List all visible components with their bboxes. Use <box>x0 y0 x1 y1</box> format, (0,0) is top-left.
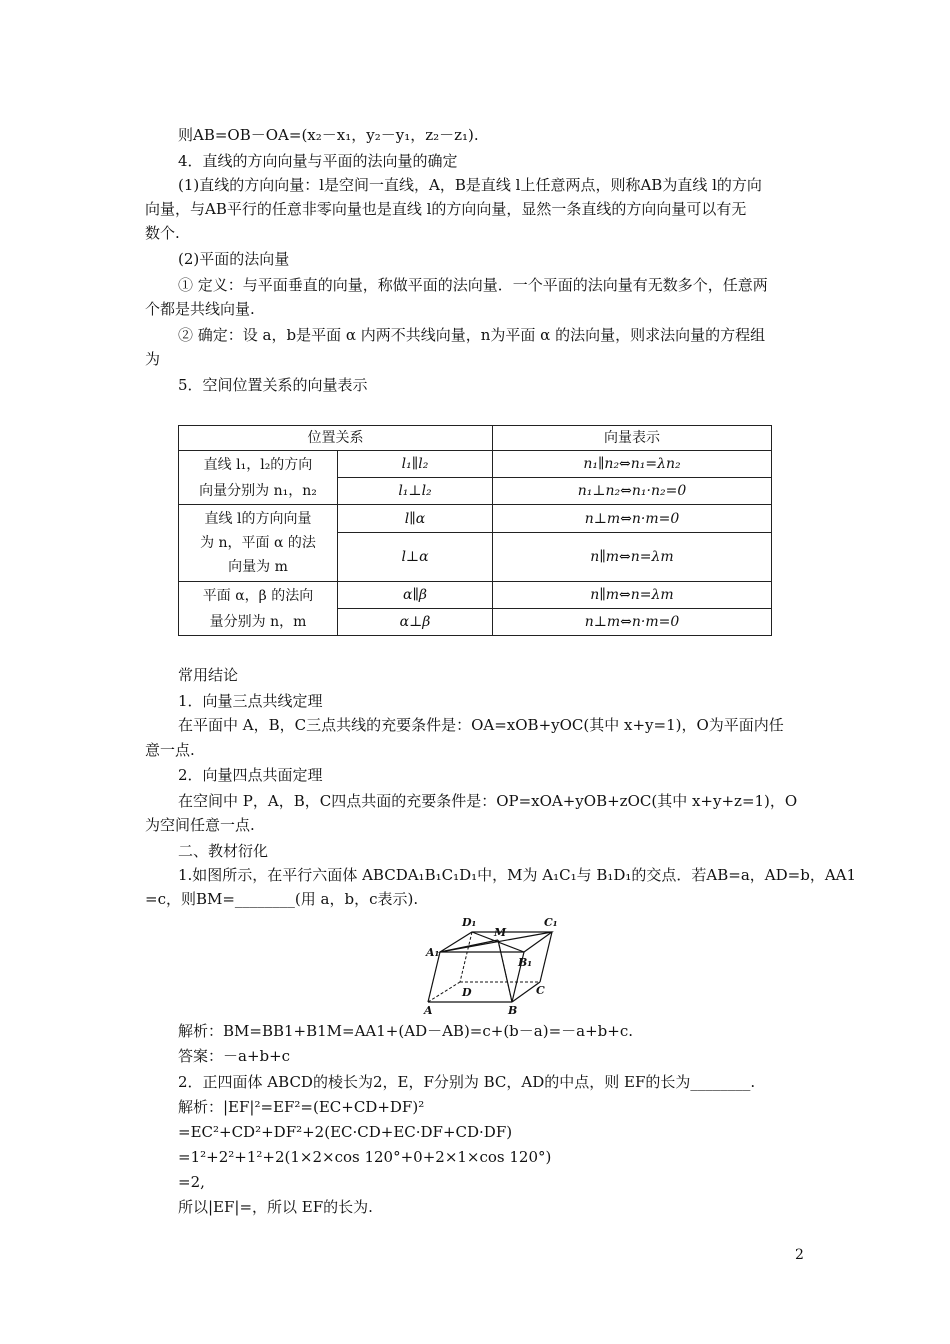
exercise-line: 2．正四面体 ABCD的棱长为2，E，F分别为 BC，AD的中点，则 EF的长为________. <box>178 1073 756 1091</box>
table-row <box>179 505 772 533</box>
label-c1: C₁ <box>544 916 558 929</box>
page-number: 2 <box>795 1247 804 1263</box>
subheading: (2)平面的法向量 <box>178 250 290 268</box>
answer-line: 答案：－a+b+c <box>178 1047 291 1065</box>
table-header-row <box>179 426 772 451</box>
solution-line: =1²+2²+1²+2(1×2×cos 120°+0+2×1×cos 120°) <box>178 1148 552 1166</box>
exercise-line: 1.如图所示，在平行六面体 ABCDA₁B₁C₁D₁中，M为 A₁C₁与 B₁D₁的交点．若AB=a，AD=b，AA1 <box>178 866 857 884</box>
table-cell: n₁⊥n₂⇔n₁·n₂=0 <box>493 478 772 505</box>
table-cell: l₁⊥l₂ <box>338 478 493 505</box>
parallelepiped-figure <box>420 912 560 1016</box>
label-b: B <box>508 1004 518 1016</box>
table-group-label: 直线 l₁，l₂的方向 向量分别为 n₁，n₂ <box>179 451 338 505</box>
table-cell: n⊥m⇔n·m=0 <box>493 505 772 533</box>
label-m: M <box>494 926 507 939</box>
label-c: C <box>536 984 545 997</box>
table-cell: α∥β <box>338 582 493 609</box>
table-cell: n⊥m⇔n·m=0 <box>493 609 772 636</box>
paragraph-line: 在平面中 A，B，C三点共线的充要条件是：OA=xOB+yOC(其中 x+y=1)，O为平面内任 <box>178 716 784 734</box>
solution-line: 所以|EF|=，所以 EF的长为. <box>178 1198 373 1216</box>
paragraph-line: 为空间任意一点. <box>145 816 255 834</box>
paragraph-line: (1)直线的方向向量：l是空间一直线，A，B是直线 l上任意两点，则称AB为直线 l的方向 <box>178 176 762 194</box>
table-group-label: 直线 l的方向向量 为 n，平面 α 的法 向量为 m <box>179 505 338 582</box>
solution-line: =EC²+CD²+DF²+2(EC·CD+EC·DF+CD·DF) <box>178 1123 513 1141</box>
exercise-line: =c，则BM=________(用 a，b，c表示). <box>145 890 419 908</box>
section-heading-4: 4．直线的方向向量与平面的法向量的确定 <box>178 152 458 170</box>
table-header: 位置关系 <box>179 426 493 451</box>
label-d1: D₁ <box>462 916 477 929</box>
vector-relation-table <box>178 425 772 636</box>
label-b1: B₁ <box>518 956 533 969</box>
label-a: A <box>424 1004 433 1016</box>
table-cell: α⊥β <box>338 609 493 636</box>
table-cell: n∥m⇔n=λm <box>493 582 772 609</box>
solution-line: =2, <box>178 1173 205 1191</box>
paragraph-line: 数个. <box>145 224 180 242</box>
label-a1: A₁ <box>426 946 440 959</box>
table-cell: n₁∥n₂⇔n₁=λn₂ <box>493 451 772 478</box>
table-group-label: 平面 α，β 的法向 量分别为 n，m <box>179 582 338 636</box>
heading-common-conclusions: 常用结论 <box>178 666 239 684</box>
paragraph-line: 为 <box>145 350 161 368</box>
table-header: 向量表示 <box>493 426 772 451</box>
table-row <box>179 582 772 609</box>
subheading: 2．向量四点共面定理 <box>178 766 323 784</box>
table-row <box>179 451 772 478</box>
section-heading-5: 5．空间位置关系的向量表示 <box>178 376 368 394</box>
paragraph-line: 向量，与AB平行的任意非零向量也是直线 l的方向向量，显然一条直线的方向向量可以有无 <box>145 200 747 218</box>
paragraph-line: 个都是共线向量. <box>145 300 255 318</box>
section-heading: 二、教材衍化 <box>178 842 269 860</box>
solution-line: 解析：|EF|²=EF²=(EC+CD+DF)² <box>178 1098 425 1116</box>
paragraph-line: 在空间中 P，A，B，C四点共面的充要条件是：OP=xOA+yOB+zOC(其中 x+y+z=1)，O <box>178 792 798 810</box>
subheading: 1．向量三点共线定理 <box>178 692 323 710</box>
paragraph-line: 意一点. <box>145 741 195 759</box>
label-d: D <box>462 986 472 999</box>
table-cell: l∥α <box>338 505 493 533</box>
paragraph-line: ② 确定：设 a，b是平面 α 内两不共线向量，n为平面 α 的法向量，则求法向量的方程组 <box>178 326 766 344</box>
table-cell: l⊥α <box>338 533 493 582</box>
solution-line: 解析：BM=BB1+B1M=AA1+(AD－AB)=c+(b－a)=－a+b+c. <box>178 1022 634 1040</box>
paragraph-line: ① 定义：与平面垂直的向量，称做平面的法向量．一个平面的法向量有无数多个，任意两 <box>178 276 768 294</box>
formula-line-ab: 则AB=OB－OA=(x₂－x₁，y₂－y₁，z₂－z₁). <box>178 126 479 144</box>
table-cell: l₁∥l₂ <box>338 451 493 478</box>
table-cell: n∥m⇔n=λm <box>493 533 772 582</box>
